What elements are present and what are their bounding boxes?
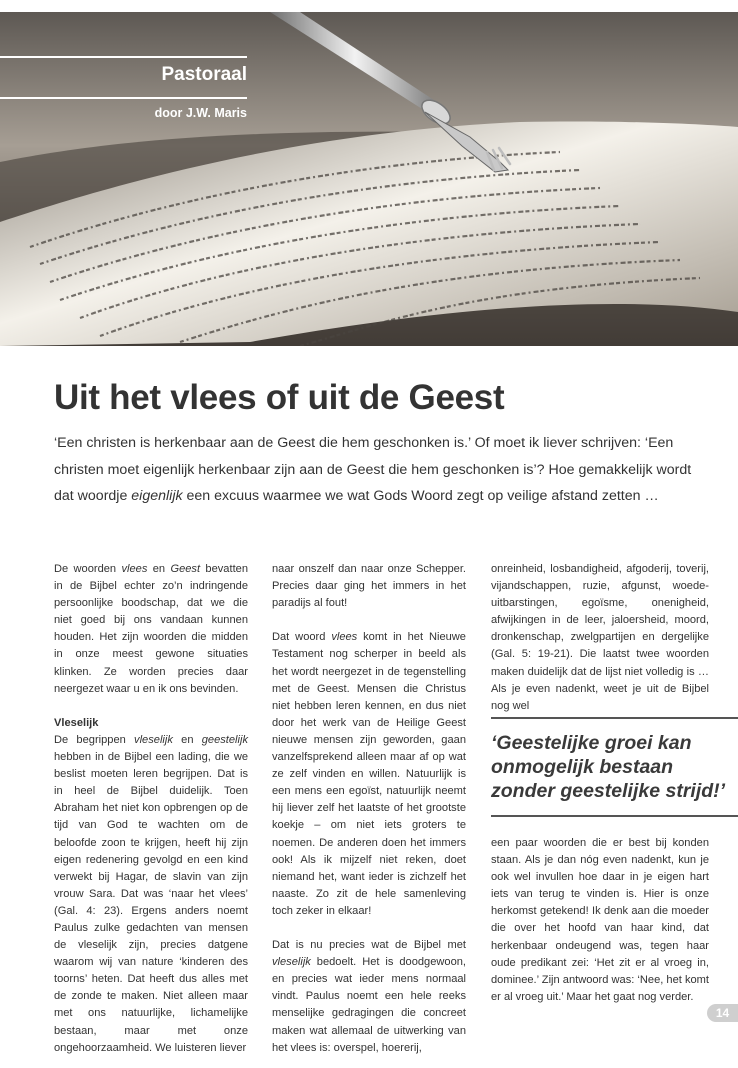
paragraph: De begrippen vleselijk en geestelijk hebben in de Bijbel een lading, die we beslist moeten leren begrijpen. Dat is in heel de Bijbel duidelijk. Toen Abraham het niet kon opbrengen op de tijd van God te wachten om de beloofde zoon te krijgen, heeft hij zijn eigen redenering gevolgd en een kind verwekt bij Hagar, de slavin van zijn vrouw Sara. Dat was ‘naar het vlees’ (Gal. 4: 23). Ergens anders noemt Paulus zulke gedachten van mensen de vleselijk zijn, precies datgene waarom wij van nature ‘kinderen des toorns’ heten. Dat heeft dus alles met de zonde te maken. Niet alleen maar met ons natuurlijke, lichamelijke bestaan, maar met onze ongehoorzaamheid. We luisteren liever bbox=[54, 733, 248, 1054]
author-byline: door J.W. Maris bbox=[154, 106, 247, 120]
text-column-3-bottom bbox=[491, 835, 709, 1006]
article-title: Uit het vlees of uit de Geest bbox=[54, 378, 505, 417]
text-column-3-top bbox=[491, 561, 709, 715]
section-label: Pastoraal bbox=[161, 64, 247, 85]
paragraph: onreinheid, losbandigheid, afgoderij, toverij, vijandschappen, ruzie, afgunst, woede-uitbarstingen, egoïsme, onenigheid, afwijkingen in de leer, jaloersheid, moord, dronkenschap, zwelgpartijen en dergelijke (Gal. 5: 19-21). Die laatst twee woorden maken duidelijk dat de lijst niet volledig is … Als je even nadenkt, weet je uit de Bijbel nog wel bbox=[491, 563, 709, 712]
paragraph: De woorden vlees en Geest bevatten in de Bijbel echter zo’n indringende persoonlijke boodschap, dat we die niet goed bij ons vandaan kunnen houden. Het zijn woorden die midden in onze meest gewone situaties klinken. Ze worden precies daar neergezet waar u en ik ons bevinden. bbox=[54, 563, 248, 695]
hero-photo-torah-scroll-with-yad bbox=[0, 12, 738, 346]
text-column-2 bbox=[272, 561, 466, 1057]
header-rule-middle bbox=[0, 97, 247, 99]
pull-quote: ‘Geestelijke groei kan onmogelijk bestaan zonder geestelijke strijd!’ bbox=[491, 732, 726, 802]
pull-quote-rule-bottom bbox=[491, 815, 738, 817]
page-number: 14 bbox=[707, 1004, 738, 1022]
paragraph: Dat is nu precies wat de Bijbel met vleselijk bedoelt. Het is doodgewoon, en precies wat ieder mens normaal vindt. Paulus noemt een hele reeks menselijke gedragingen die concreet maken wat allemaal de uitwerking van het vlees is: overspel, hoererij, bbox=[272, 939, 466, 1054]
paragraph: naar onszelf dan naar onze Schepper. Precies daar ging het immers in het paradijs al fout! bbox=[272, 563, 466, 610]
article-intro: ‘Een christen is herkenbaar aan de Geest die hem geschonken is.’ Of moet ik liever schrijven: ‘Een christen moet eigenlijk herkenbaar zijn aan de Geest die hem geschonken is’? Hoe gemakkelijk wordt dat woordje eigenlijk een excuus waarmee we wat Gods Woord zegt op veilige afstand zetten … bbox=[54, 435, 692, 504]
pull-quote-rule-top bbox=[491, 717, 738, 719]
paragraph: Dat woord vlees komt in het Nieuwe Testament nog scherper in beeld als het wordt neergezet in de tegenstelling met de Geest. Mensen die Christus niet hebben leren kennen, en dus niet door het werk van de Heilige Geest nieuwe mensen zijn geworden, gaan vanzelfsprekend alleen maar af op wat ze zelf vinden en willen. Natuurlijk is een mens een egoïst, natuurlijk neemt hij liever zelf het laatste of het grootste koekje – om niet iets groters te noemen. De anderen doen het immers ook! Als ik mijzelf niet reken, doet niemand het, want ieder is zichzelf het naaste. Zo zit de hele samenleving toch zeker in elkaar! bbox=[272, 631, 466, 917]
scroll-illustration bbox=[0, 12, 738, 346]
text-column-1 bbox=[54, 561, 248, 1057]
subheading-vleselijk: Vleselijk bbox=[54, 716, 99, 729]
paragraph: een paar woorden die er best bij konden staan. Als je dan nóg even nadenkt, kun je ook wel invullen hoe daar in je eigen hart iets van terug te vinden is. Hier is onze herkomst getekend! Ik denk aan die moeder die over het hoofd van haar kind, dat herkenbaar ondeugend was, tegen haar oude predikant zei: ‘Het zit er al vroeg in, dominee.’ Zijn antwoord was: ‘Nee, het komt er al vroeg uit.’ Maar het gaat nog verder. bbox=[491, 837, 709, 1003]
header-rule-top bbox=[0, 56, 247, 58]
